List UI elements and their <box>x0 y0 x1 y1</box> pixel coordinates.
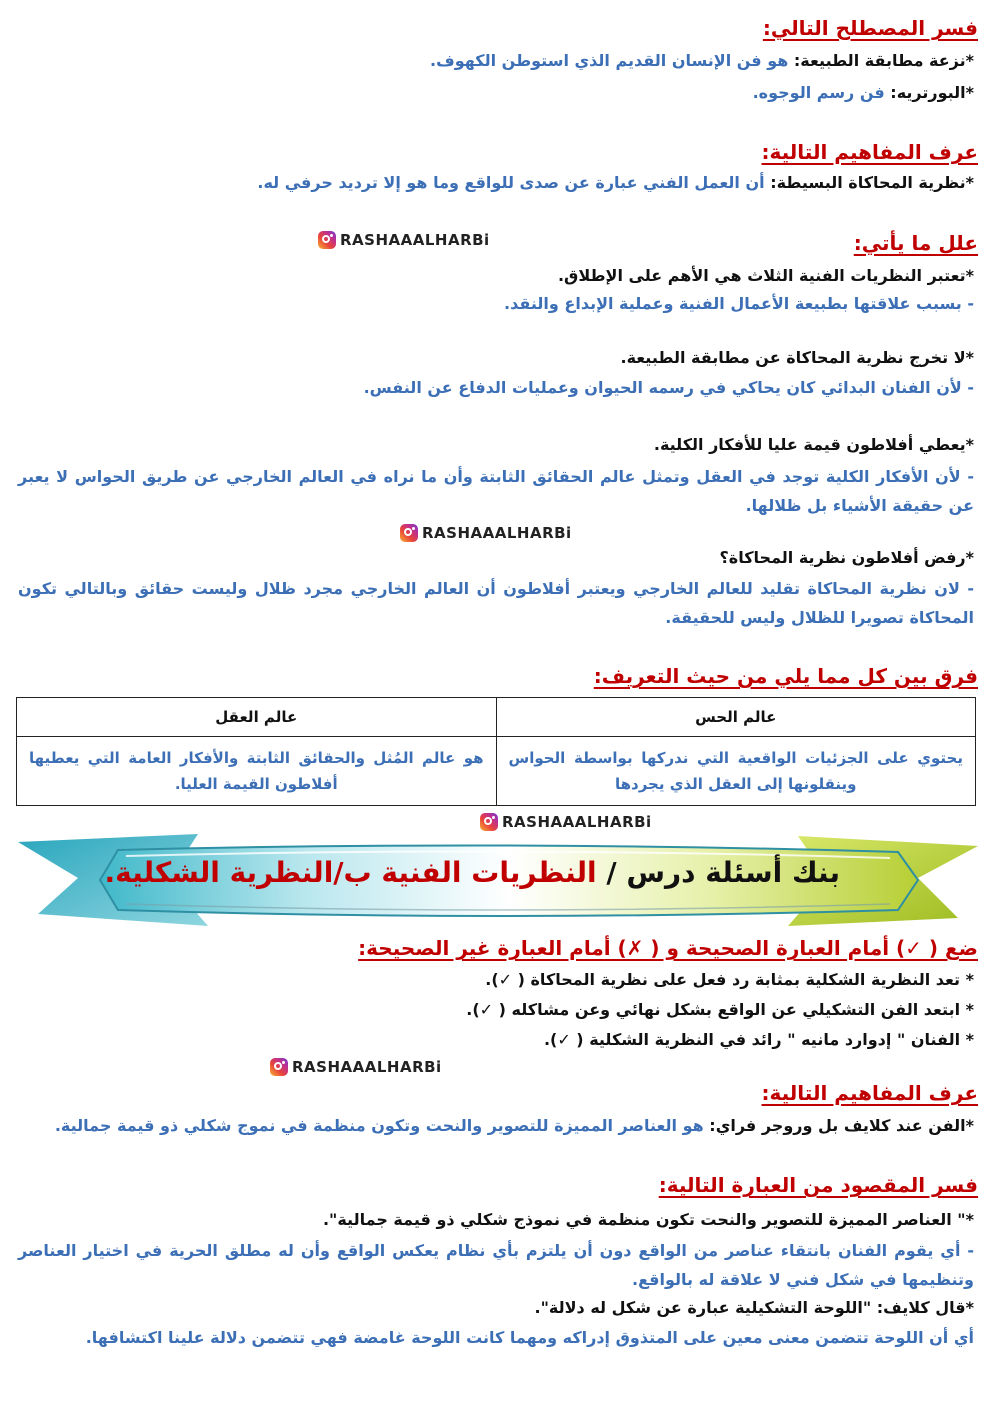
true-false-item: * الفنان " إدوارد مانيه " رائد في النظرية الشكلية ( ✓). <box>543 1030 974 1049</box>
instagram-icon <box>480 813 498 831</box>
section-heading-define-concepts-2: عرف المفاهيم التالية: <box>761 1081 978 1105</box>
term-line <box>18 79 974 107</box>
banner-title <box>104 856 840 889</box>
table-cell: يحتوي على الجزئيات الواقعية التي ندركها بواسطة الحواس وينقلونها إلى العقل الذي يجردها <box>496 737 976 806</box>
banner-title-prefix: بنك أسئلة درس / <box>596 856 840 889</box>
term-line <box>18 169 974 197</box>
true-false-item: * تعد النظرية الشكلية بمثابة رد فعل على نظرية المحاكاة ( ✓). <box>485 970 974 989</box>
watermark-text: RASHAAALHARBi <box>340 231 490 249</box>
answer-paragraph: - لان نظرية المحاكاة تقليد للعالم الخارجي ويعتبر أفلاطون أن العالم الخارجي مجرد ظلال وليست حقائق وبالتالي تكون المحاكاة تصويرا للظلال وليس للحقيقة. <box>18 579 974 627</box>
question-line: *رفض أفلاطون نظرية المحاكاة؟ <box>719 548 974 567</box>
term-answer: هو العناصر المميزة للتصوير والنحت وتكون منظمة في نموج شكلي ذو قيمة جمالية. <box>54 1116 704 1135</box>
term-line <box>18 47 974 75</box>
term-line <box>18 1112 974 1140</box>
term-label: *نزعة مطابقة الطبيعة: <box>788 51 974 70</box>
watermark-text: RASHAAALHARBi <box>502 813 652 831</box>
question-line: *يعطي أفلاطون قيمة عليا للأفكار الكلية. <box>653 435 974 454</box>
section-heading-explain-term: فسر المصطلح التالي: <box>762 16 978 40</box>
section-heading-true-false: ضع ( ✓) أمام العبارة الصحيحة و ( ✗) أمام العبارة غير الصحيحة: <box>358 936 978 960</box>
term-answer: فن رسم الوجوه. <box>752 83 885 102</box>
answer-paragraph: - لأن الأفكار الكلية توجد في العقل وتمثل عالم الحقائق الثابتة وأن ما نراه في العالم الخارجي عن طريق الحواس لا يعبر عن حقيقة الأشياء بل ظلالها. <box>18 467 974 515</box>
answer-line: أي أن اللوحة تتضمن معنى معين على المتذوق إدراكه ومهما كانت اللوحة غامضة فهي تتضمن دلالة علينا اكتشافها. <box>85 1328 974 1347</box>
table-header-cell: عالم العقل <box>17 698 497 737</box>
section-heading-explain-statement: فسر المقصود من العبارة التالية: <box>658 1173 978 1197</box>
question-line: *تعتبر النظريات الفنية الثلاث هي الأهم على الإطلاق. <box>557 266 974 285</box>
answer-paragraph: - أي يقوم الفنان بانتقاء عناصر من الواقع دون أن يلتزم بأي نظام يعكس الواقع وأن له مطلق الحرية في اختيار العناصر وتنظيمها في شكل فني لا علاقة له بالواقع. <box>18 1241 974 1289</box>
term-label: *نظرية المحاكاة البسيطة: <box>764 173 974 192</box>
question-line: *قال كلايف: "اللوحة التشكيلية عبارة عن شكل له دلالة". <box>534 1298 974 1317</box>
term-answer: أن العمل الفني عبارة عن صدى للواقع وما هو إلا ترديد حرفي له. <box>257 173 765 192</box>
watermark-text: RASHAAALHARBi <box>422 524 572 542</box>
banner-title-highlight: النظريات الفنية ب/النظرية الشكلية. <box>104 856 597 889</box>
term-label: *الفن عند كلايف بل وروجر فراي: <box>703 1116 974 1135</box>
table-cell: هو عالم المُثل والحقائق الثابتة والأفكار العامة التي يعطيها أفلاطون القيمة العليا. <box>17 737 497 806</box>
watermark <box>318 229 490 251</box>
section-heading-differentiate: فرق بين كل مما يلي من حيث التعريف: <box>593 664 978 688</box>
instagram-icon <box>400 524 418 542</box>
watermark <box>270 1056 442 1078</box>
table-header-cell: عالم الحس <box>496 698 976 737</box>
instagram-icon <box>270 1058 288 1076</box>
watermark <box>480 811 652 833</box>
question-line: *لا تخرج نظرية المحاكاة عن مطابقة الطبيعة. <box>620 348 974 367</box>
table-row <box>17 737 976 806</box>
watermark <box>400 522 572 544</box>
question-line: *" العناصر المميزة للتصوير والنحت تكون منظمة في نموذج شكلي ذو قيمة جمالية". <box>322 1210 974 1229</box>
answer-line: - بسبب علاقتها بطبيعة الأعمال الفنية وعملية الإبداع والنقد. <box>504 294 974 313</box>
term-answer: هو فن الإنسان القديم الذي استوطن الكهوف. <box>430 51 789 70</box>
watermark-text: RASHAAALHARBi <box>292 1058 442 1076</box>
instagram-icon <box>318 231 336 249</box>
section-heading-justify: علل ما يأتي: <box>853 231 978 255</box>
true-false-item: * ابتعد الفن التشكيلي عن الواقع بشكل نهائي وعن مشاكله ( ✓). <box>466 1000 974 1019</box>
comparison-table <box>16 697 976 806</box>
term-label: *البورتريه: <box>884 83 974 102</box>
answer-line: - لأن الفنان البدائي كان يحاكي في رسمه الحيوان وعمليات الدفاع عن النفس. <box>363 378 974 397</box>
section-heading-define-concepts: عرف المفاهيم التالية: <box>761 140 978 164</box>
table-header-row <box>17 698 976 737</box>
